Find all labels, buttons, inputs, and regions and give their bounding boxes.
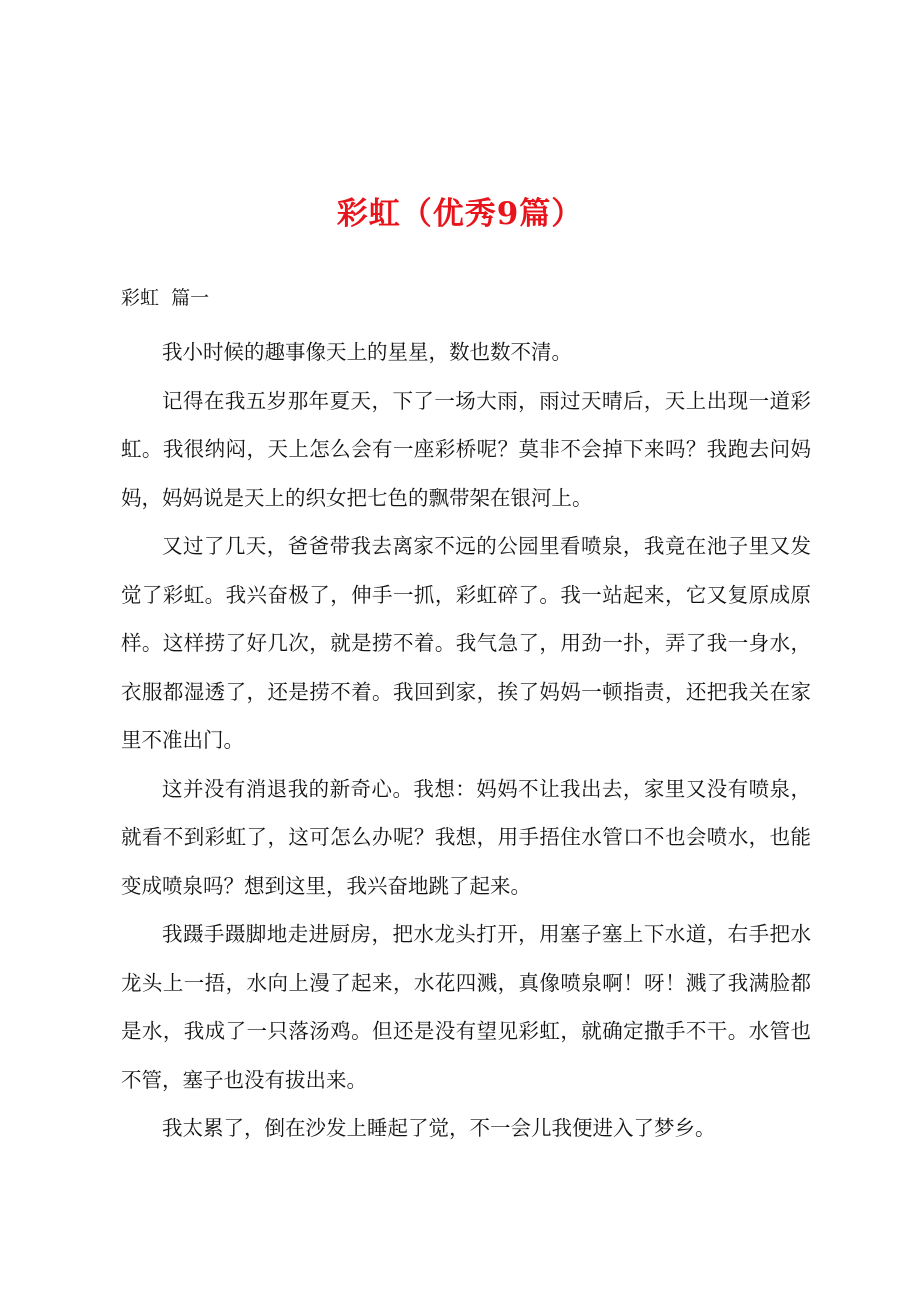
paragraph: 我小时候的趣事像天上的星星，数也数不清。 [162, 340, 572, 364]
paragraph: 又过了几天，爸爸带我去离家不远的公园里看喷泉，我竟在池子里又发觉了彩虹。我兴奋极了，伸手一抓，彩虹碎了。我一站起来，它又复原成原样。这样捞了好几次，就是捞不着。我气急了，用劲一扑，弄了我一身水，衣服都湿透了，还是捞不着。我回到家，挨了妈妈一顿指责，还把我关在家里不准出门。 [121, 534, 811, 752]
document-title: 彩虹（优秀9篇） [336, 196, 584, 232]
paragraph: 这并没有消退我的新奇心。我想：妈妈不让我出去，家里又没有喷泉，就看不到彩虹了，这可怎么办呢？我想，用手捂住水管口不也会喷水，也能变成喷泉吗？想到这里，我兴奋地跳了起来。 [121, 776, 811, 898]
section-heading: 彩虹 篇一 [121, 287, 210, 309]
article-body [121, 328, 811, 1153]
paragraph: 记得在我五岁那年夏天，下了一场大雨，雨过天晴后，天上出现一道彩虹。我很纳闷，天上怎么会有一座彩桥呢？莫非不会掉下来吗？我跑去问妈妈，妈妈说是天上的织女把七色的飘带架在银河上。 [121, 388, 811, 510]
paragraph: 我太累了，倒在沙发上睡起了觉，不一会儿我便进入了梦乡。 [162, 1116, 716, 1140]
paragraph: 我蹑手蹑脚地走进厨房，把水龙头打开，用塞子塞上下水道，右手把水龙头上一捂，水向上漫了起来，水花四溅，真像喷泉啊！呀！溅了我满脸都是水，我成了一只落汤鸡。但还是没有望见彩虹，就确定撒手不干。水管也不管，塞子也没有拔出来。 [121, 922, 811, 1092]
